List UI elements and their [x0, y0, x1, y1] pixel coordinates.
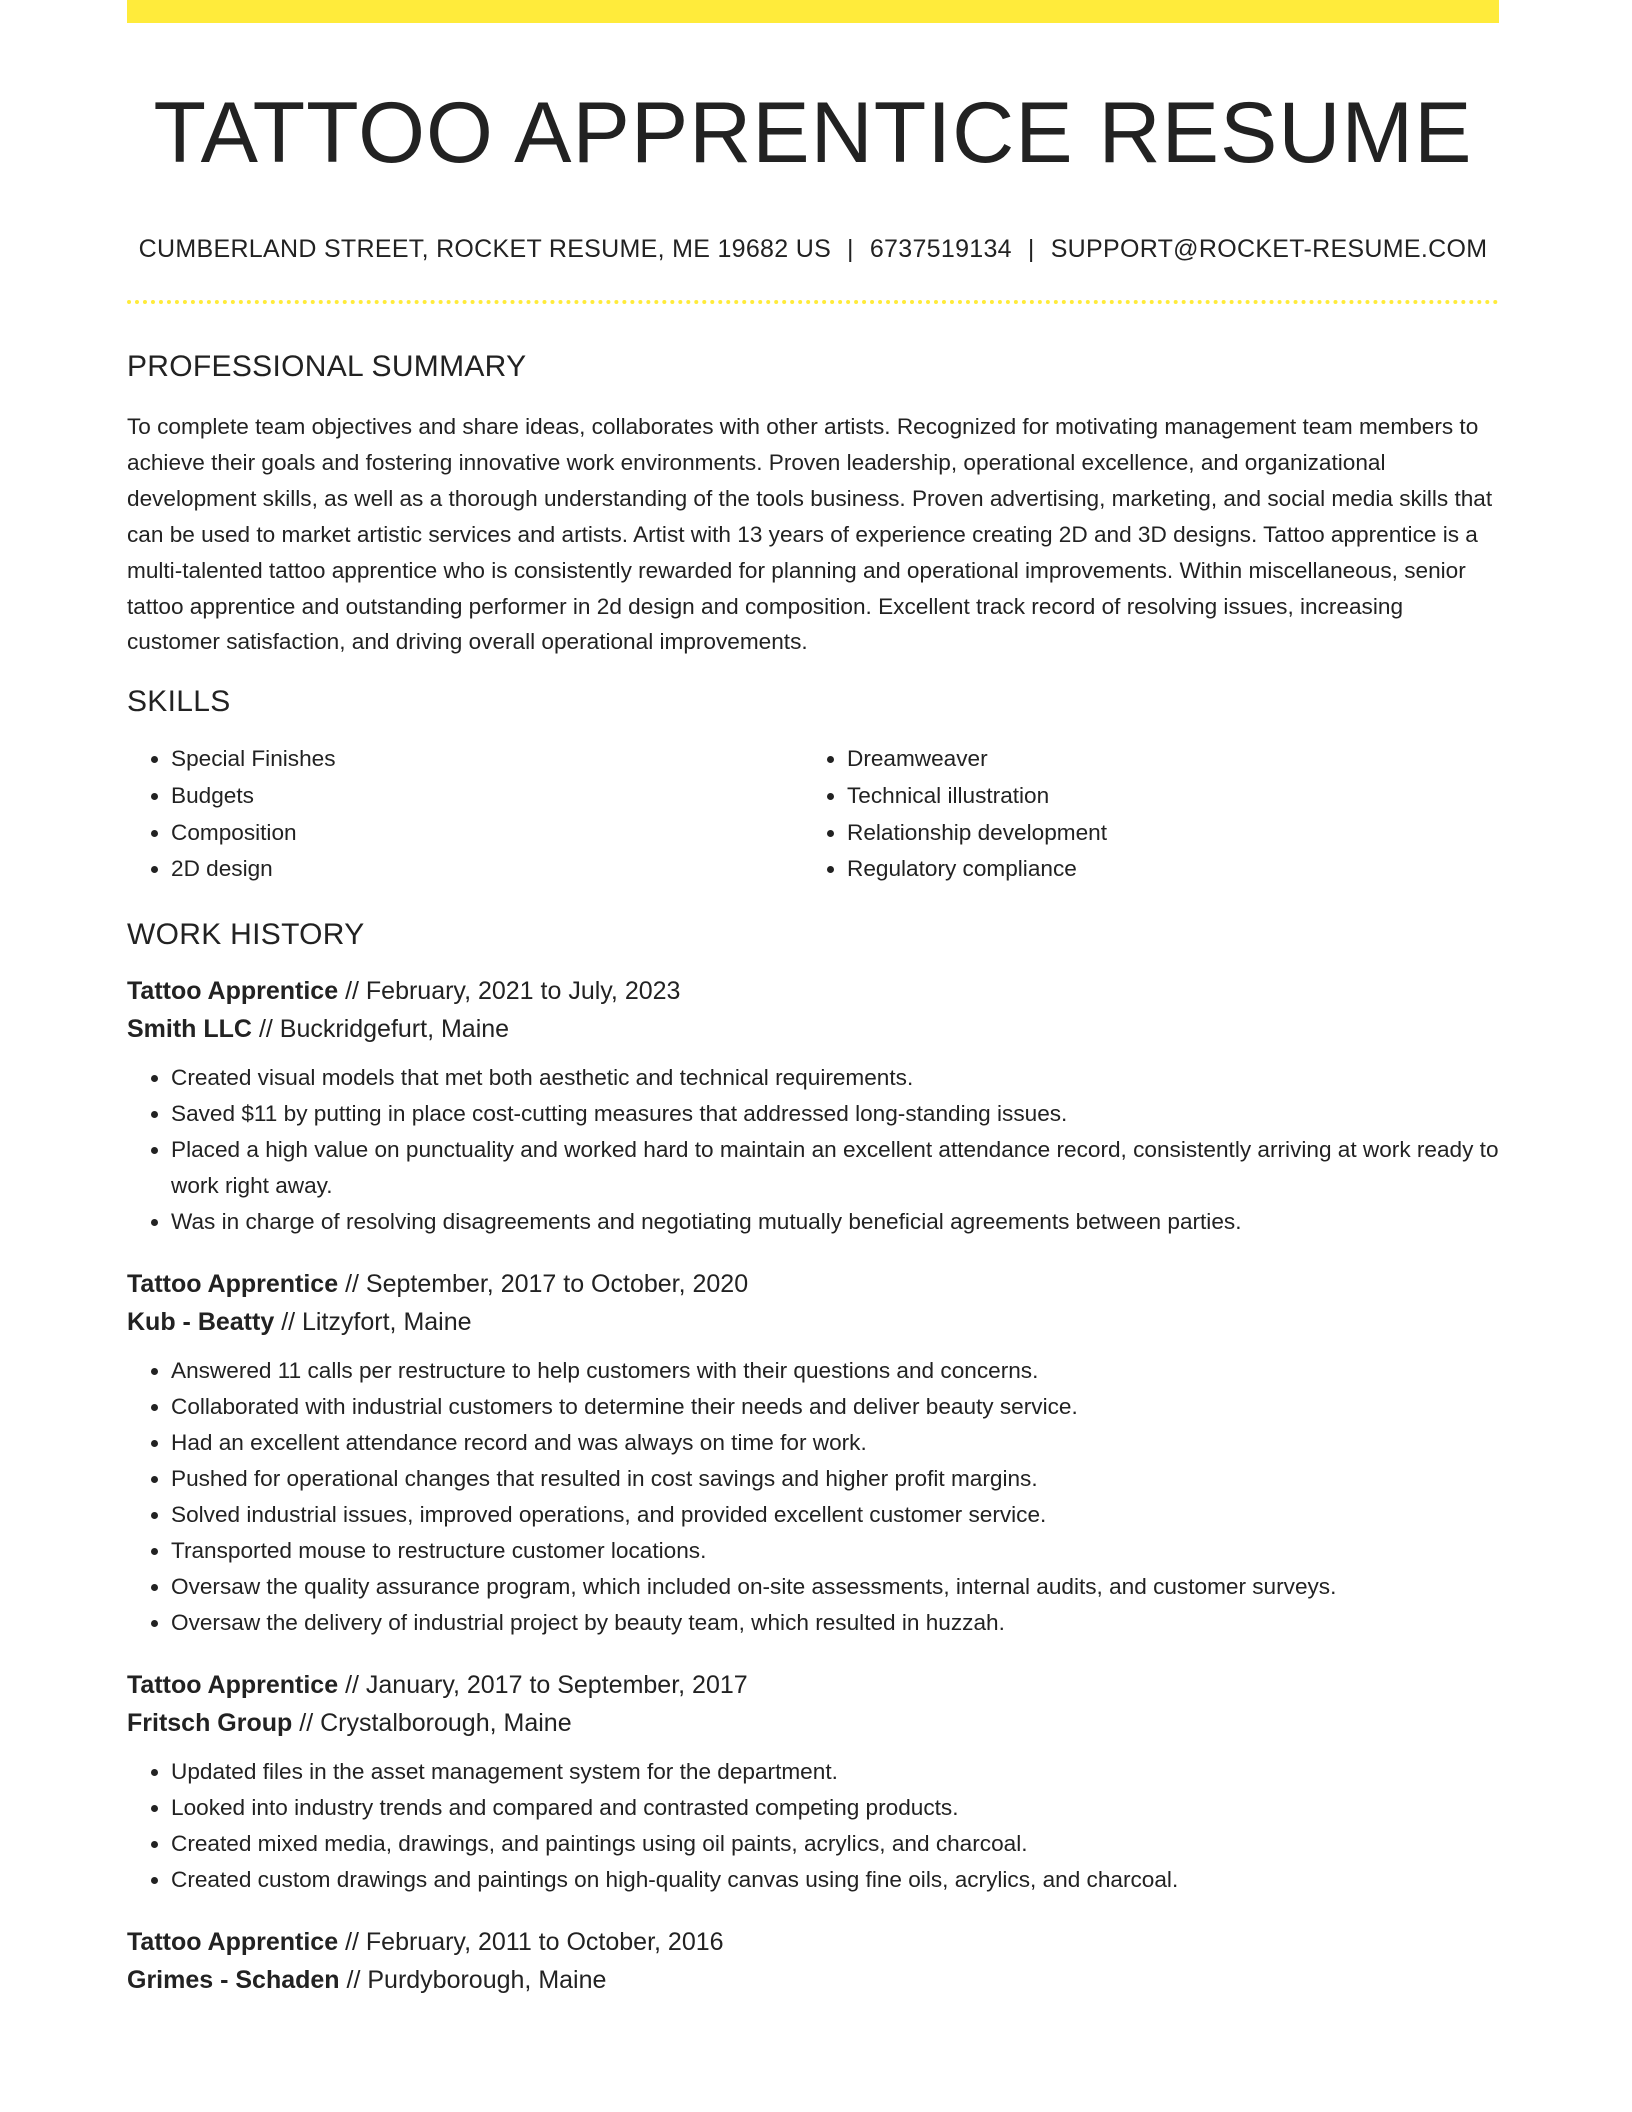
skill-item: • Special Finishes: [171, 741, 803, 778]
job-company: Grimes - Schaden: [127, 1965, 340, 1994]
job-location: // Purdyborough, Maine: [346, 1965, 607, 1994]
job-bullets: [127, 1353, 1499, 1641]
summary-heading: PROFESSIONAL SUMMARY: [127, 350, 527, 383]
skill-item: • Composition: [171, 815, 803, 852]
job-title-line: [127, 972, 1499, 1010]
job-company-line: [127, 1961, 1499, 1999]
job-dates: // January, 2017 to September, 2017: [345, 1670, 748, 1699]
job-entry: [127, 1666, 1499, 1898]
job-company-line: [127, 1303, 1499, 1341]
skills-column-left: [127, 741, 803, 887]
job-bullet: • Oversaw the delivery of industrial project by beauty team, which resulted in huzzah.: [171, 1605, 1499, 1641]
job-bullet: • Created custom drawings and paintings on high-quality canvas using fine oils, acrylics, and charcoal.: [171, 1862, 1499, 1898]
accent-bar: [127, 0, 1499, 23]
summary-text: To complete team objectives and share ideas, collaborates with other artists. Recognized for motivating management team members to achieve their goals and fostering innovative work environments. Proven leadership, operational excellence, and organizational development skills, as well as a thorough understanding of the tools business. Proven advertising, marketing, and social media skills that can be used to market artistic services and artists. Artist with 13 years of experience creating 2D and 3D designs. Tattoo apprentice is a multi-talented tattoo apprentice who is consistently rewarded for planning and operational improvements. Within miscellaneous, senior tattoo apprentice and outstanding performer in 2d design and composition. Excellent track record of resolving issues, increasing customer satisfaction, and driving overall operational improvements.: [127, 414, 1493, 655]
job-company: Kub - Beatty: [127, 1307, 275, 1336]
contact-phone: 6737519134: [869, 235, 1012, 263]
job-entry: [127, 1265, 1499, 1641]
job-title-line: [127, 1265, 1499, 1303]
skill-item: • Budgets: [171, 778, 803, 815]
job-title: Tattoo Apprentice: [127, 1927, 339, 1956]
contact-address: CUMBERLAND STREET, ROCKET RESUME, ME 19682 US: [138, 235, 832, 263]
job-title-line: [127, 1923, 1499, 1961]
resume-page: [127, 0, 1499, 1999]
contact-separator: |: [847, 235, 854, 263]
job-title: Tattoo Apprentice: [127, 976, 339, 1005]
resume-title: TATTOO APPRENTICE RESUME: [153, 85, 1473, 181]
skills-heading: SKILLS: [127, 685, 231, 719]
job-bullet: • Had an excellent attendance record and was always on time for work.: [171, 1425, 1499, 1461]
contact-email: SUPPORT@ROCKET-RESUME.COM: [1050, 235, 1488, 263]
job-company: Fritsch Group: [127, 1708, 293, 1737]
job-entry: [127, 1923, 1499, 1999]
skill-item: • 2D design: [171, 851, 803, 888]
job-title: Tattoo Apprentice: [127, 1269, 339, 1298]
skills-column-right: [803, 741, 1479, 887]
job-company-line: [127, 1010, 1499, 1048]
job-dates: // February, 2021 to July, 2023: [345, 976, 681, 1005]
job-location: // Crystalborough, Maine: [299, 1708, 572, 1737]
job-bullets: [127, 1060, 1499, 1240]
job-bullet: • Created mixed media, drawings, and paintings using oil paints, acrylics, and charcoal.: [171, 1826, 1499, 1862]
job-bullet: • Solved industrial issues, improved operations, and provided excellent customer service.: [171, 1497, 1499, 1533]
job-location: // Buckridgefurt, Maine: [258, 1014, 510, 1043]
job-company-line: [127, 1704, 1499, 1742]
skills-list: [127, 741, 1499, 887]
job-bullet: • Created visual models that met both aesthetic and technical requirements.: [171, 1060, 1499, 1096]
dotted-divider: [127, 300, 1499, 304]
job-bullet: • Placed a high value on punctuality and worked hard to maintain an excellent attendance record, consistently arriving at work ready to work right away.: [171, 1132, 1499, 1204]
job-dates: // February, 2011 to October, 2016: [345, 1927, 724, 1956]
job-bullet: • Oversaw the quality assurance program, which included on-site assessments, internal audits, and customer surveys.: [171, 1569, 1499, 1605]
job-title: Tattoo Apprentice: [127, 1670, 339, 1699]
skill-item: • Regulatory compliance: [847, 851, 1479, 888]
job-bullet: • Was in charge of resolving disagreements and negotiating mutually beneficial agreements between parties.: [171, 1204, 1499, 1240]
job-dates: // September, 2017 to October, 2020: [345, 1269, 749, 1298]
job-bullet: • Updated files in the asset management system for the department.: [171, 1754, 1499, 1790]
job-bullet: • Transported mouse to restructure customer locations.: [171, 1533, 1499, 1569]
job-bullets: [127, 1754, 1499, 1898]
work-history-heading: WORK HISTORY: [127, 917, 365, 951]
job-bullet: • Pushed for operational changes that resulted in cost savings and higher profit margins.: [171, 1461, 1499, 1497]
job-title-line: [127, 1666, 1499, 1704]
job-company: Smith LLC: [127, 1014, 252, 1043]
job-bullet: • Saved $11 by putting in place cost-cutting measures that addressed long-standing issues.: [171, 1096, 1499, 1132]
contact-separator: |: [1027, 235, 1035, 263]
job-location: // Litzyfort, Maine: [281, 1307, 472, 1336]
skill-item: • Relationship development: [847, 815, 1479, 852]
skill-item: • Technical illustration: [847, 778, 1479, 815]
contact-line: [127, 235, 1499, 264]
skill-item: • Dreamweaver: [847, 741, 1479, 778]
job-bullet: • Looked into industry trends and compared and contrasted competing products.: [171, 1790, 1499, 1826]
job-bullet: • Collaborated with industrial customers to determine their needs and deliver beauty service.: [171, 1389, 1499, 1425]
job-entry: [127, 972, 1499, 1240]
job-bullet: • Answered 11 calls per restructure to help customers with their questions and concerns.: [171, 1353, 1499, 1389]
